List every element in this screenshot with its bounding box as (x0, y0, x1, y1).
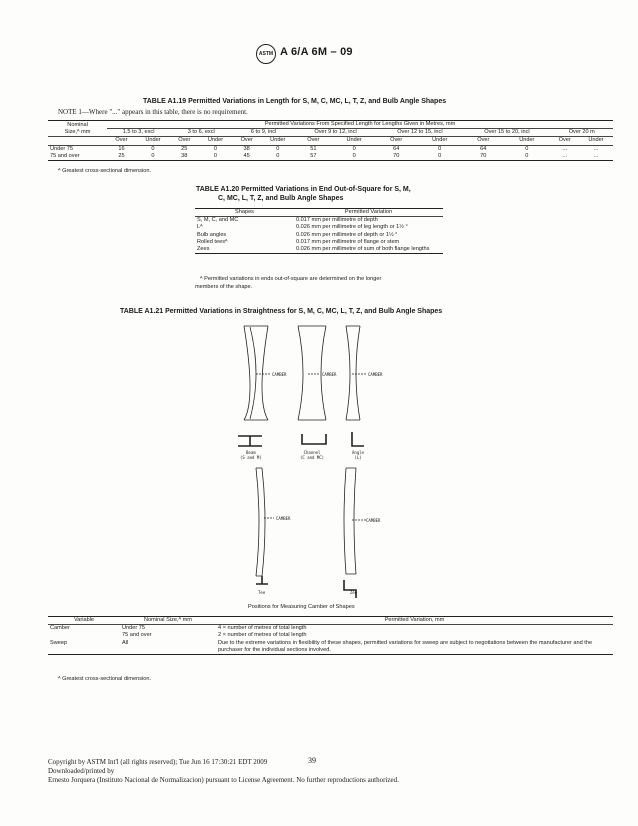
table-cell: ... (593, 145, 599, 152)
table-cell: 38 (181, 152, 188, 159)
figure-caption: Positions for Measuring Camber of Shapes (248, 604, 355, 610)
camber-label-tee: CAMBER (276, 516, 291, 521)
table-cell: 0 (151, 152, 155, 159)
table-a1-20-footnote-line1: ᴬ Permitted variations in ends out-of-square are determined on the longer (200, 276, 382, 282)
length-group-header: Over 9 to 12, incl (314, 129, 357, 136)
table-cell: 25 (118, 152, 125, 159)
channel-label-1: Channel (303, 450, 321, 455)
over-header: Over (240, 137, 253, 144)
table-cell: 51 (310, 145, 317, 152)
under-header: Under (270, 137, 286, 144)
table-cell: 0 (352, 145, 356, 152)
variation-cell: 0.017 mm per millimetre of depth (296, 217, 378, 224)
length-group-header: Over 12 to 15, incl (397, 129, 443, 136)
size-cell: All (122, 639, 129, 646)
variation-cell: Due to the extreme variations in flexibility of these shapes, permitted variations for sweep are subject to negotiations between the manufacturer and the purchaser for the individual sections involved. (218, 639, 593, 653)
table-cell: 45 (243, 152, 250, 159)
table-cell: ... (562, 145, 568, 152)
page-number: 39 (308, 756, 316, 765)
table-cell: 25 (181, 145, 188, 152)
shape-cell: Bulb angles (197, 231, 227, 238)
shapes-header: Shapes (235, 209, 254, 215)
beam-label (240, 450, 262, 460)
table-a1-20-caption-line1: TABLE A1.20 Permitted Variations in End Out-of-Square for S, M, (196, 186, 411, 193)
variation-cell: 0.026 mm per millimetre of sum of both flange lengths (296, 246, 430, 253)
shape-cell: Lᴬ (197, 224, 203, 231)
length-group-header: 6 to 9, incl (250, 129, 277, 136)
length-group-header: 1.5 to 3, excl (122, 129, 155, 136)
variable-cell: Sweep (50, 639, 68, 646)
angle-label-1: Angle (352, 450, 365, 455)
nominal-header-line1: Nominal (67, 121, 88, 128)
copyright-line1: Copyright by ASTM Int'l (all rights reserved); Tue Jun 16 17:30:21 EDT 2009 (48, 758, 268, 766)
beam-label-2: (S and M) (240, 455, 262, 460)
camber-label-beam: CAMBER (272, 372, 287, 377)
astm-logo-text: ASTM (258, 51, 274, 57)
under-header: Under (346, 137, 362, 144)
tee-label: Tee (258, 590, 266, 595)
table-cell: 0 (276, 145, 280, 152)
variation-cell: 4 × number of metres of total length (218, 625, 307, 632)
permitted-variation-header: Permitted Variation, mm (384, 617, 445, 623)
variation-cell: 0.026 mm per millimetre of leg length or 1½ ° (296, 224, 408, 231)
beam-outline-left (244, 326, 250, 420)
table-a1-21-caption: TABLE A1.21 Permitted Variations in Straightness for S, M, C, MC, L, T, Z, and Bulb Angle Shapes (120, 308, 443, 315)
copyright-line3: Ernesto Jorquera (Instituto Nacional de Normalizacion) pursuant to License Agreement. No further reproductions authorized. (48, 776, 399, 784)
camber-label-zee: CAMBER (366, 518, 381, 523)
length-spanning-header: Permitted Variations From Specified Length for Lengths Given in Metres, mm (107, 121, 613, 129)
shape-cell: Zees (197, 246, 210, 253)
copyright-notice (48, 758, 399, 785)
shape-cell: Rolled teesᴬ (197, 238, 228, 245)
variable-cell (48, 632, 120, 639)
table-a1-19-caption: TABLE A1.19 Permitted Variations in Length for S, M, C, MC, L, T, Z, and Bulb Angle Shapes (143, 98, 447, 105)
over-header: Over (307, 137, 320, 144)
zee-label: Zee (350, 590, 358, 595)
table-a1-20-footnote-line2: members of the shape. (195, 284, 253, 290)
under-header: Under (432, 137, 448, 144)
table-cell: 64 (480, 145, 487, 152)
table-cell: ... (562, 152, 568, 159)
under-header: Under (519, 137, 535, 144)
table-cell: 0 (438, 152, 442, 159)
document-designation: A 6/A 6M – 09 (280, 46, 353, 58)
camber-label-angle: CAMBER (368, 372, 383, 377)
length-group-header: Over 20 m (568, 129, 595, 136)
under-header: Under (207, 137, 224, 144)
table-cell: ... (593, 152, 599, 159)
variation-cell: 0.017 mm per millimetre of flange or stem (296, 238, 400, 245)
beam-label-1: Beam (246, 450, 256, 455)
over-header: Over (477, 137, 490, 144)
table-a1-19-footnote: ᴬ Greatest cross-sectional dimension. (58, 168, 152, 174)
over-header: Over (178, 137, 191, 144)
table-a1-21-footnote: ᴬ Greatest cross-sectional dimension. (58, 676, 152, 682)
row-size: 75 and over (50, 152, 80, 159)
table-row (48, 625, 613, 633)
variation-cell: 2 × number of metres of total length (218, 632, 307, 639)
size-cell: 75 and over (122, 632, 152, 639)
table-cell: 64 (393, 145, 400, 152)
nominal-header-line2: Size,ᴬ mm (64, 128, 91, 135)
table-cell: 0 (213, 145, 218, 152)
angle-label-2: (L) (354, 455, 362, 460)
shape-cell: S, M, C, and MC (197, 217, 239, 224)
table-cell: 70 (480, 152, 487, 159)
over-header: Over (558, 137, 571, 144)
table-row (48, 632, 613, 639)
table-row (48, 640, 613, 655)
table-a1-19-note: NOTE 1—Where "..." appears in this table, there is no requirement. (58, 108, 248, 116)
table-cell: 0 (438, 145, 442, 152)
channel-label (300, 450, 324, 460)
under-header: Under (588, 137, 604, 144)
variable-header: Variable (73, 617, 95, 623)
angle-label (352, 450, 364, 460)
copyright-line2: Downloaded/printed by (48, 767, 115, 775)
row-size: Under 75 (50, 145, 74, 152)
table-cell: 38 (243, 145, 250, 152)
variable-cell: Camber (50, 625, 70, 632)
variation-cell: 0.026 mm per millimetre of depth or 1½ ° (296, 231, 398, 238)
table-cell: 0 (352, 152, 356, 159)
over-header: Over (390, 137, 403, 144)
table-cell: 70 (393, 152, 400, 159)
length-group-header: Over 15 to 20, incl (484, 129, 530, 136)
over-header: Over (115, 137, 128, 144)
table-cell: 16 (118, 145, 125, 152)
beam-outline-right (262, 326, 268, 420)
table-cell: 0 (525, 145, 529, 152)
nominal-size-header: Nominal Size,ᴬ mm (144, 617, 192, 623)
camber-label-channel: CAMBER (322, 372, 337, 377)
table-a1-21 (48, 616, 613, 655)
permitted-variation-header: Permitted Variation (344, 209, 393, 215)
table-a1-20-caption-line2: C, MC, L, T, Z, and Bulb Angle Shapes (218, 195, 344, 202)
size-cell: Under 75 (122, 625, 146, 632)
channel-label-2: (C and MC) (300, 455, 325, 460)
table-cell: 0 (276, 152, 280, 159)
length-group-header: 3 to 6, excl (187, 129, 215, 136)
table-cell: 57 (310, 152, 317, 159)
table-cell: 0 (151, 145, 155, 152)
table-cell: 0 (213, 152, 218, 159)
under-header: Under (145, 137, 161, 144)
table-cell: 0 (525, 152, 529, 159)
